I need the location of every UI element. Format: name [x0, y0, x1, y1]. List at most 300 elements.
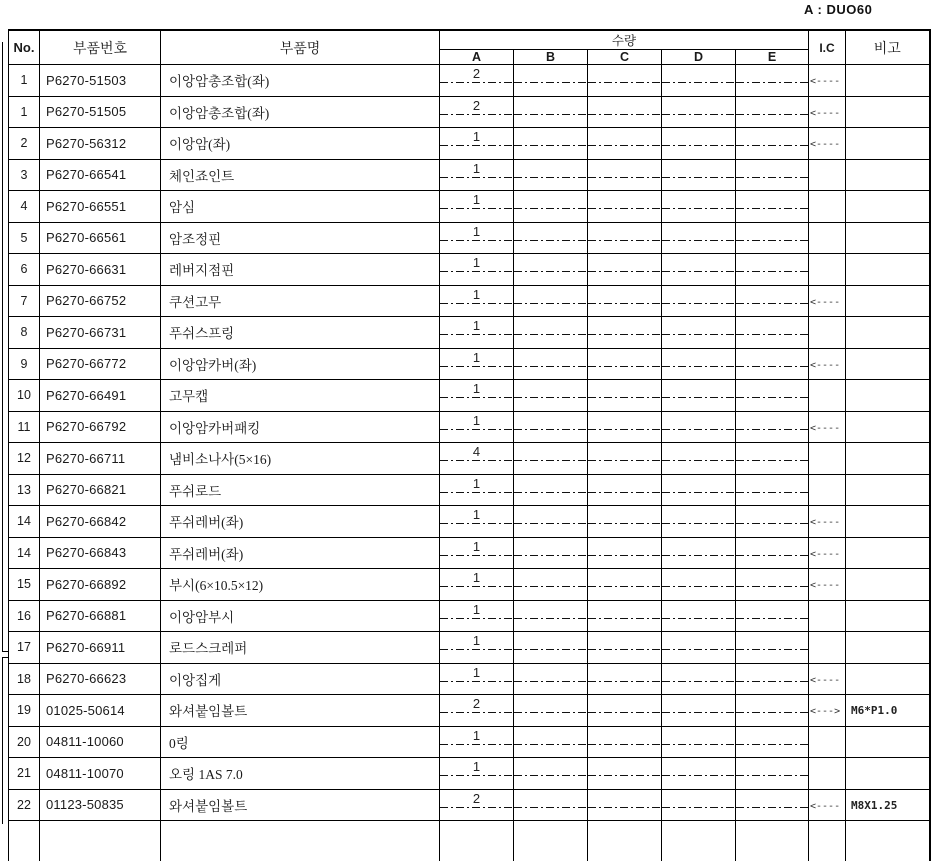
remark-cell: [846, 443, 930, 475]
qty-cell-c: [588, 569, 662, 601]
qty-cell-b: [514, 821, 588, 861]
ic-cell: [809, 348, 846, 380]
qty-cell-e: [736, 821, 809, 861]
table-body: [9, 65, 930, 861]
remark-cell: [846, 285, 930, 317]
ic-carryover-arrow: <----: [810, 139, 840, 150]
qty-cell-e: [736, 600, 809, 632]
table-row: [9, 191, 930, 223]
no-cell: 1: [9, 96, 40, 128]
qty-cell-d: [662, 443, 736, 475]
part-number-cell: P6270-66752: [40, 285, 161, 317]
table-row: [9, 506, 930, 538]
qty-cell-a: [440, 474, 514, 506]
qty-cell-b: [514, 411, 588, 443]
qty-cell-b: [514, 758, 588, 790]
qty-cell-e: [736, 443, 809, 475]
qty-cell-e: [736, 254, 809, 286]
qty-cell-e: [736, 285, 809, 317]
part-name-cell: 이앙암부시: [161, 600, 440, 632]
qty-cell-c: [588, 789, 662, 821]
qty-cell-b: [514, 632, 588, 664]
part-name-cell: 푸쉬로드: [161, 474, 440, 506]
qty-cell-c: [588, 96, 662, 128]
qty-cell-d: [662, 789, 736, 821]
qty-value-a: 1: [440, 759, 513, 774]
qty-cell-c: [588, 695, 662, 727]
qty-cell-a: [440, 506, 514, 538]
qty-cell-b: [514, 506, 588, 538]
remark-cell: [846, 128, 930, 160]
part-number-cell: P6270-66631: [40, 254, 161, 286]
ic-cell: [809, 821, 846, 861]
qty-cell-d: [662, 506, 736, 538]
qty-cell-c: [588, 128, 662, 160]
header-part-number: 부품번호: [40, 30, 161, 65]
qty-cell-e: [736, 506, 809, 538]
qty-cell-a: [440, 254, 514, 286]
qty-cell-e: [736, 191, 809, 223]
part-number-cell: P6270-66881: [40, 600, 161, 632]
qty-cell-e: [736, 380, 809, 412]
table-row: [9, 222, 930, 254]
qty-cell-b: [514, 65, 588, 97]
no-cell: 5: [9, 222, 40, 254]
part-number-cell: P6270-66561: [40, 222, 161, 254]
table-row: [9, 411, 930, 443]
qty-cell-a: [440, 537, 514, 569]
part-name-cell: 체인죠인트: [161, 159, 440, 191]
ic-cell: [809, 285, 846, 317]
part-name-cell: 쿠션고무: [161, 285, 440, 317]
ic-cell: [809, 632, 846, 664]
qty-value-a: 1: [440, 633, 513, 648]
table-row: [9, 474, 930, 506]
part-name-cell: [161, 821, 440, 861]
part-number-cell: P6270-66731: [40, 317, 161, 349]
qty-cell-d: [662, 317, 736, 349]
no-cell: 11: [9, 411, 40, 443]
qty-cell-a: [440, 222, 514, 254]
qty-cell-e: [736, 663, 809, 695]
no-cell: 7: [9, 285, 40, 317]
part-name-cell: 0링: [161, 726, 440, 758]
remark-cell: [846, 821, 930, 861]
qty-cell-d: [662, 254, 736, 286]
no-cell: 14: [9, 506, 40, 538]
ic-carryover-arrow: <----: [810, 675, 840, 686]
remark-value: M6*P1.0: [851, 704, 897, 717]
remark-cell: [846, 65, 930, 97]
remark-cell: [846, 663, 930, 695]
qty-value-a: 2: [440, 696, 513, 711]
table-row: [9, 726, 930, 758]
qty-value-a: 1: [440, 476, 513, 491]
qty-value-a: 1: [440, 129, 513, 144]
no-cell: 3: [9, 159, 40, 191]
part-number-cell: 04811-10060: [40, 726, 161, 758]
qty-value-a: 1: [440, 381, 513, 396]
table-row: [9, 96, 930, 128]
no-cell: 9: [9, 348, 40, 380]
ic-cell: [809, 317, 846, 349]
header-ic: I.C: [809, 30, 846, 65]
table-row: [9, 600, 930, 632]
header-part-name: 부품명: [161, 30, 440, 65]
qty-cell-e: [736, 537, 809, 569]
qty-cell-c: [588, 726, 662, 758]
part-name-cell: 레버지점핀: [161, 254, 440, 286]
qty-cell-b: [514, 96, 588, 128]
part-name-cell: 이앙암카버(좌): [161, 348, 440, 380]
remark-cell: [846, 159, 930, 191]
qty-cell-b: [514, 569, 588, 601]
qty-cell-a: [440, 443, 514, 475]
table-row: [9, 380, 930, 412]
qty-cell-c: [588, 380, 662, 412]
ic-carryover-arrow: <----: [810, 297, 840, 308]
qty-value-a: 1: [440, 192, 513, 207]
qty-cell-a: [440, 317, 514, 349]
ic-carryover-arrow: <----: [810, 360, 840, 371]
part-number-cell: P6270-66711: [40, 443, 161, 475]
qty-cell-b: [514, 380, 588, 412]
table-row: [9, 758, 930, 790]
qty-value-a: 1: [440, 350, 513, 365]
remark-cell: [846, 348, 930, 380]
ic-cell: [809, 96, 846, 128]
no-cell: [9, 821, 40, 861]
remark-cell: [846, 632, 930, 664]
table-row: [9, 443, 930, 475]
no-cell: 19: [9, 695, 40, 727]
remark-cell: [846, 380, 930, 412]
qty-value-a: 1: [440, 507, 513, 522]
remark-cell: [846, 726, 930, 758]
ic-carryover-arrow: <----: [810, 580, 840, 591]
qty-cell-c: [588, 411, 662, 443]
no-cell: 8: [9, 317, 40, 349]
qty-cell-b: [514, 348, 588, 380]
table-row: [9, 569, 930, 601]
part-name-cell: 냄비소나사(5×16): [161, 443, 440, 475]
qty-cell-b: [514, 254, 588, 286]
qty-value-a: 1: [440, 287, 513, 302]
no-cell: 20: [9, 726, 40, 758]
qty-cell-d: [662, 65, 736, 97]
part-name-cell: 이앙암(좌): [161, 128, 440, 160]
qty-value-a: 1: [440, 224, 513, 239]
outer-border-segment-bottom: [2, 657, 3, 824]
qty-cell-c: [588, 758, 662, 790]
header-qty-d: D: [662, 50, 736, 65]
qty-cell-a: [440, 632, 514, 664]
part-name-cell: 와셔붙임볼트: [161, 789, 440, 821]
qty-cell-e: [736, 317, 809, 349]
ic-cell: [809, 726, 846, 758]
part-name-cell: 이앙집게: [161, 663, 440, 695]
qty-cell-b: [514, 600, 588, 632]
qty-cell-c: [588, 191, 662, 223]
part-number-cell: P6270-51505: [40, 96, 161, 128]
no-cell: 17: [9, 632, 40, 664]
part-name-cell: 이앙암카버패킹: [161, 411, 440, 443]
qty-cell-b: [514, 285, 588, 317]
qty-value-a: 1: [440, 728, 513, 743]
qty-value-a: 1: [440, 318, 513, 333]
qty-cell-e: [736, 348, 809, 380]
qty-value-a: 4: [440, 444, 513, 459]
qty-cell-b: [514, 191, 588, 223]
qty-cell-c: [588, 821, 662, 861]
qty-cell-a: [440, 159, 514, 191]
qty-value-a: 1: [440, 255, 513, 270]
model-code-label: A : DUO60: [804, 2, 872, 17]
qty-value-a: 1: [440, 570, 513, 585]
table-row: [9, 663, 930, 695]
no-cell: 14: [9, 537, 40, 569]
no-cell: 16: [9, 600, 40, 632]
qty-cell-e: [736, 789, 809, 821]
qty-cell-a: [440, 695, 514, 727]
qty-cell-c: [588, 285, 662, 317]
table-row: [9, 632, 930, 664]
qty-value-a: 1: [440, 539, 513, 554]
part-number-cell: 01025-50614: [40, 695, 161, 727]
ic-cell: [809, 695, 846, 727]
qty-cell-c: [588, 506, 662, 538]
part-number-cell: P6270-66491: [40, 380, 161, 412]
ic-cell: [809, 222, 846, 254]
qty-cell-d: [662, 726, 736, 758]
qty-cell-e: [736, 65, 809, 97]
ic-cell: [809, 663, 846, 695]
table-row: [9, 789, 930, 821]
part-number-cell: P6270-66843: [40, 537, 161, 569]
remark-value: M8X1.25: [851, 799, 897, 812]
part-name-cell: 푸쉬스프링: [161, 317, 440, 349]
qty-cell-b: [514, 128, 588, 160]
remark-cell: [846, 96, 930, 128]
qty-cell-e: [736, 758, 809, 790]
qty-cell-b: [514, 537, 588, 569]
part-name-cell: 암심: [161, 191, 440, 223]
table-row-cut: [9, 821, 930, 861]
qty-cell-d: [662, 632, 736, 664]
qty-value-a: 2: [440, 66, 513, 81]
qty-value-a: 2: [440, 791, 513, 806]
qty-value-a: 1: [440, 161, 513, 176]
ic-cell: [809, 380, 846, 412]
part-number-cell: P6270-66623: [40, 663, 161, 695]
header-qty-e: E: [736, 50, 809, 65]
table-row: [9, 348, 930, 380]
remark-cell: [846, 191, 930, 223]
qty-cell-e: [736, 474, 809, 506]
qty-cell-a: [440, 96, 514, 128]
ic-cell: [809, 159, 846, 191]
ic-cell: [809, 411, 846, 443]
qty-cell-a: [440, 411, 514, 443]
ic-cell: [809, 474, 846, 506]
qty-cell-d: [662, 128, 736, 160]
qty-cell-d: [662, 758, 736, 790]
qty-cell-d: [662, 821, 736, 861]
no-cell: 18: [9, 663, 40, 695]
qty-value-a: 1: [440, 665, 513, 680]
part-number-cell: P6270-66842: [40, 506, 161, 538]
qty-cell-d: [662, 537, 736, 569]
parts-table: [8, 29, 931, 861]
ic-carryover-arrow: <----: [810, 517, 840, 528]
ic-carryover-arrow: <----: [810, 549, 840, 560]
qty-cell-d: [662, 411, 736, 443]
remark-cell: [846, 537, 930, 569]
header-no: No.: [9, 30, 40, 65]
part-name-cell: 암조정핀: [161, 222, 440, 254]
qty-cell-a: [440, 600, 514, 632]
no-cell: 13: [9, 474, 40, 506]
part-number-cell: P6270-51503: [40, 65, 161, 97]
qty-cell-a: [440, 789, 514, 821]
qty-cell-c: [588, 474, 662, 506]
part-name-cell: 이앙암총조합(좌): [161, 65, 440, 97]
remark-cell: [846, 569, 930, 601]
remark-cell: [846, 317, 930, 349]
no-cell: 22: [9, 789, 40, 821]
remark-cell: [846, 789, 930, 821]
no-cell: 10: [9, 380, 40, 412]
qty-cell-c: [588, 222, 662, 254]
table-row: [9, 317, 930, 349]
part-name-cell: 부시(6×10.5×12): [161, 569, 440, 601]
table-row: [9, 285, 930, 317]
part-name-cell: 푸쉬레버(좌): [161, 506, 440, 538]
part-number-cell: P6270-66541: [40, 159, 161, 191]
ic-cell: [809, 443, 846, 475]
remark-cell: [846, 506, 930, 538]
qty-cell-a: [440, 569, 514, 601]
ic-cell: [809, 758, 846, 790]
header-quantity: 수량: [440, 30, 809, 50]
qty-cell-d: [662, 191, 736, 223]
remark-cell: [846, 758, 930, 790]
qty-cell-b: [514, 222, 588, 254]
ic-cell: [809, 191, 846, 223]
ic-carryover-arrow: <----: [810, 108, 840, 119]
table-row: [9, 65, 930, 97]
ic-cell: [809, 600, 846, 632]
qty-cell-e: [736, 159, 809, 191]
qty-cell-e: [736, 632, 809, 664]
qty-cell-a: [440, 65, 514, 97]
qty-cell-e: [736, 96, 809, 128]
qty-cell-d: [662, 285, 736, 317]
qty-cell-c: [588, 632, 662, 664]
table-row: [9, 128, 930, 160]
qty-cell-c: [588, 317, 662, 349]
part-number-cell: P6270-56312: [40, 128, 161, 160]
no-cell: 6: [9, 254, 40, 286]
no-cell: 4: [9, 191, 40, 223]
part-name-cell: 푸쉬레버(좌): [161, 537, 440, 569]
part-name-cell: 와셔붙임볼트: [161, 695, 440, 727]
qty-cell-a: [440, 821, 514, 861]
qty-cell-b: [514, 159, 588, 191]
qty-cell-c: [588, 65, 662, 97]
qty-cell-e: [736, 695, 809, 727]
no-cell: 15: [9, 569, 40, 601]
part-number-cell: P6270-66892: [40, 569, 161, 601]
qty-cell-d: [662, 695, 736, 727]
part-number-cell: P6270-66911: [40, 632, 161, 664]
qty-cell-a: [440, 128, 514, 160]
remark-cell: [846, 254, 930, 286]
qty-value-a: 1: [440, 413, 513, 428]
qty-value-a: 2: [440, 98, 513, 113]
qty-cell-d: [662, 474, 736, 506]
table-row: [9, 159, 930, 191]
header-remarks: 비고: [846, 30, 930, 65]
ic-cell: [809, 254, 846, 286]
no-cell: 12: [9, 443, 40, 475]
qty-cell-d: [662, 600, 736, 632]
qty-cell-b: [514, 695, 588, 727]
qty-cell-d: [662, 96, 736, 128]
qty-cell-b: [514, 443, 588, 475]
table-row: [9, 254, 930, 286]
qty-cell-b: [514, 474, 588, 506]
qty-cell-e: [736, 222, 809, 254]
part-name-cell: 오링 1AS 7.0: [161, 758, 440, 790]
qty-cell-d: [662, 159, 736, 191]
remark-cell: [846, 411, 930, 443]
ic-carryover-arrow: <--->: [810, 706, 840, 717]
qty-cell-b: [514, 789, 588, 821]
qty-cell-d: [662, 380, 736, 412]
qty-value-a: 1: [440, 602, 513, 617]
qty-cell-a: [440, 726, 514, 758]
part-number-cell: [40, 821, 161, 861]
qty-cell-c: [588, 537, 662, 569]
table-row: [9, 537, 930, 569]
qty-cell-c: [588, 254, 662, 286]
part-number-cell: 01123-50835: [40, 789, 161, 821]
part-name-cell: 로드스크레퍼: [161, 632, 440, 664]
qty-cell-c: [588, 600, 662, 632]
remark-cell: [846, 600, 930, 632]
qty-cell-a: [440, 380, 514, 412]
qty-cell-d: [662, 348, 736, 380]
table-header: [9, 30, 930, 65]
qty-cell-c: [588, 663, 662, 695]
qty-cell-d: [662, 663, 736, 695]
part-name-cell: 이앙암총조합(좌): [161, 96, 440, 128]
qty-cell-a: [440, 663, 514, 695]
no-cell: 2: [9, 128, 40, 160]
qty-cell-b: [514, 726, 588, 758]
qty-cell-e: [736, 411, 809, 443]
no-cell: 1: [9, 65, 40, 97]
header-qty-b: B: [514, 50, 588, 65]
remark-cell: [846, 222, 930, 254]
remark-cell: [846, 474, 930, 506]
qty-cell-c: [588, 443, 662, 475]
no-cell: 21: [9, 758, 40, 790]
qty-cell-d: [662, 569, 736, 601]
qty-cell-b: [514, 663, 588, 695]
part-number-cell: P6270-66551: [40, 191, 161, 223]
